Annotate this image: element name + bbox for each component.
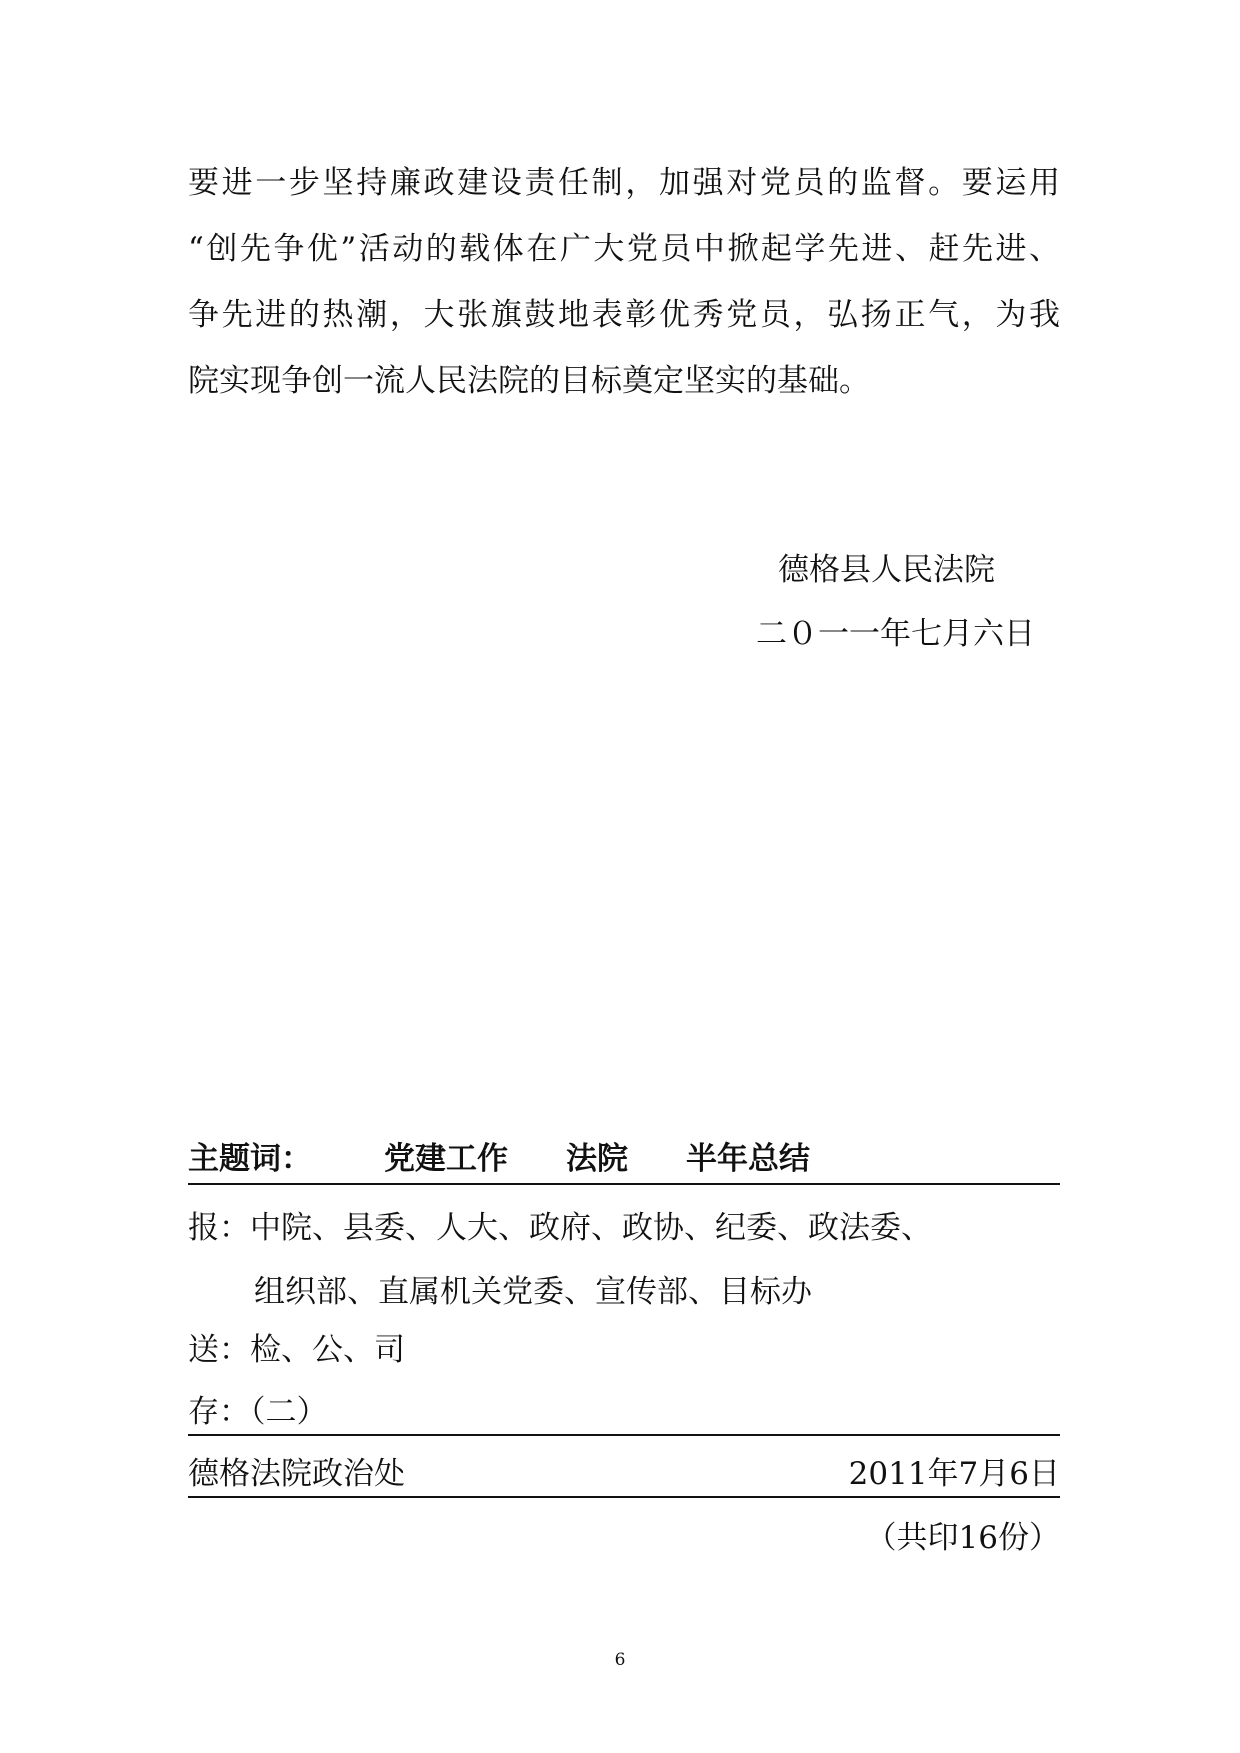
subject-word: 法院	[566, 1141, 628, 1177]
subject-word: 党建工作	[384, 1141, 508, 1177]
report-to-row	[188, 1196, 1060, 1324]
body-line: “创先争优”活动的载体在广大党员中掀起学先进、赶先进、	[188, 231, 1060, 267]
archive-row	[188, 1390, 1060, 1436]
copies-count: （共印16份）	[865, 1520, 1060, 1556]
issuer-office: 德格法院政治处	[188, 1456, 405, 1492]
body-line: 要进一步坚持廉政建设责任制，加强对党员的监督。要运用	[188, 165, 1060, 201]
subject-label: 主题词：	[188, 1141, 312, 1177]
issuer-row	[188, 1452, 1060, 1498]
store-value: （二）	[250, 1394, 328, 1430]
report-recipients-line1: 中院、县委、人大、政府、政协、纪委、政法委、	[250, 1210, 932, 1246]
issuer-date: 2011年7月6日	[848, 1456, 1060, 1492]
page-number: 6	[614, 1650, 626, 1670]
send-label: 送：	[188, 1332, 250, 1368]
body-line: 院实现争创一流人民法院的目标奠定坚实的基础。	[188, 363, 870, 399]
body-line: 争先进的热潮，大张旗鼓地表彰优秀党员，弘扬正气，为我	[188, 297, 1060, 333]
body-paragraph	[188, 150, 1060, 414]
send-to-row	[188, 1328, 1060, 1372]
subject-keywords-row	[188, 1137, 1060, 1185]
store-label: 存：	[188, 1394, 250, 1430]
signature-date: 二０一一年七月六日	[756, 616, 1035, 652]
subject-word: 半年总结	[686, 1141, 810, 1177]
signature-organization: 德格县人民法院	[778, 552, 995, 588]
send-recipients: 检、公、司	[250, 1332, 405, 1368]
report-label: 报：	[188, 1210, 250, 1246]
report-recipients-line2: 组织部、直属机关党委、宣传部、目标办	[254, 1274, 812, 1310]
